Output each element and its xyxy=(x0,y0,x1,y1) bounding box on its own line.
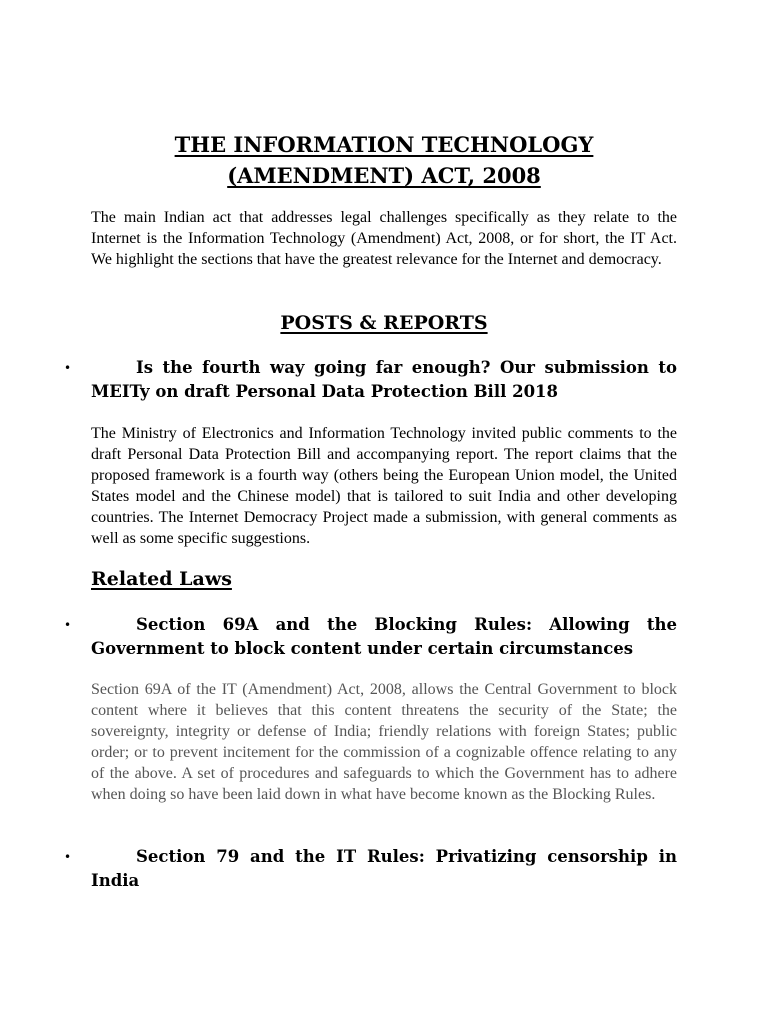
bullet-icon: • xyxy=(64,850,72,864)
intro-paragraph: The main Indian act that addresses legal challenges specifically as they relate to the Internet is the Information Technology (Amendment) Act, 2008, or for short, the IT Act. We highlight the sections that have the greatest relevance for the Internet and democracy. xyxy=(91,209,677,268)
posts-reports-heading: POSTS & REPORTS xyxy=(280,312,488,334)
post-title: Is the fourth way going far enough? Our submission to MEITy on draft Personal Data Protection Bill 2018 xyxy=(91,358,677,401)
related-laws-heading: Related Laws xyxy=(91,568,232,590)
law-item xyxy=(64,845,677,893)
bullet-icon: • xyxy=(64,618,72,632)
law-item xyxy=(64,613,677,661)
document-title: THE INFORMATION TECHNOLOGY (AMENDMENT) ACT, 2008 xyxy=(174,132,594,188)
post-body: The Ministry of Electronics and Information Technology invited public comments to the draft Personal Data Protection Bill and accompanying report. The report claims that the proposed framework is a fourth way (others being the European Union model, the United States model and the Chinese model) that is tailored to suit India and other developing countries. The Internet Democracy Project made a submission, with general comments as well as some specific suggestions. xyxy=(91,425,677,547)
law-body: Section 69A of the IT (Amendment) Act, 2008, allows the Central Government to block content where it believes that this content threatens the security of the State; the sovereignty, integrity or defense of India; friendly relations with foreign States; public order; or to prevent incitement for the commission of a cognizable offence relating to any of the above. A set of procedures and safeguards to which the Government has to adhere when doing so have been laid down in what have become known as the Blocking Rules. xyxy=(91,681,677,803)
post-item xyxy=(64,356,677,404)
bullet-icon: • xyxy=(64,361,72,375)
law-title: Section 79 and the IT Rules: Privatizing censorship in India xyxy=(91,847,677,890)
law-title: Section 69A and the Blocking Rules: Allowing the Government to block content under certain circumstances xyxy=(91,615,677,658)
